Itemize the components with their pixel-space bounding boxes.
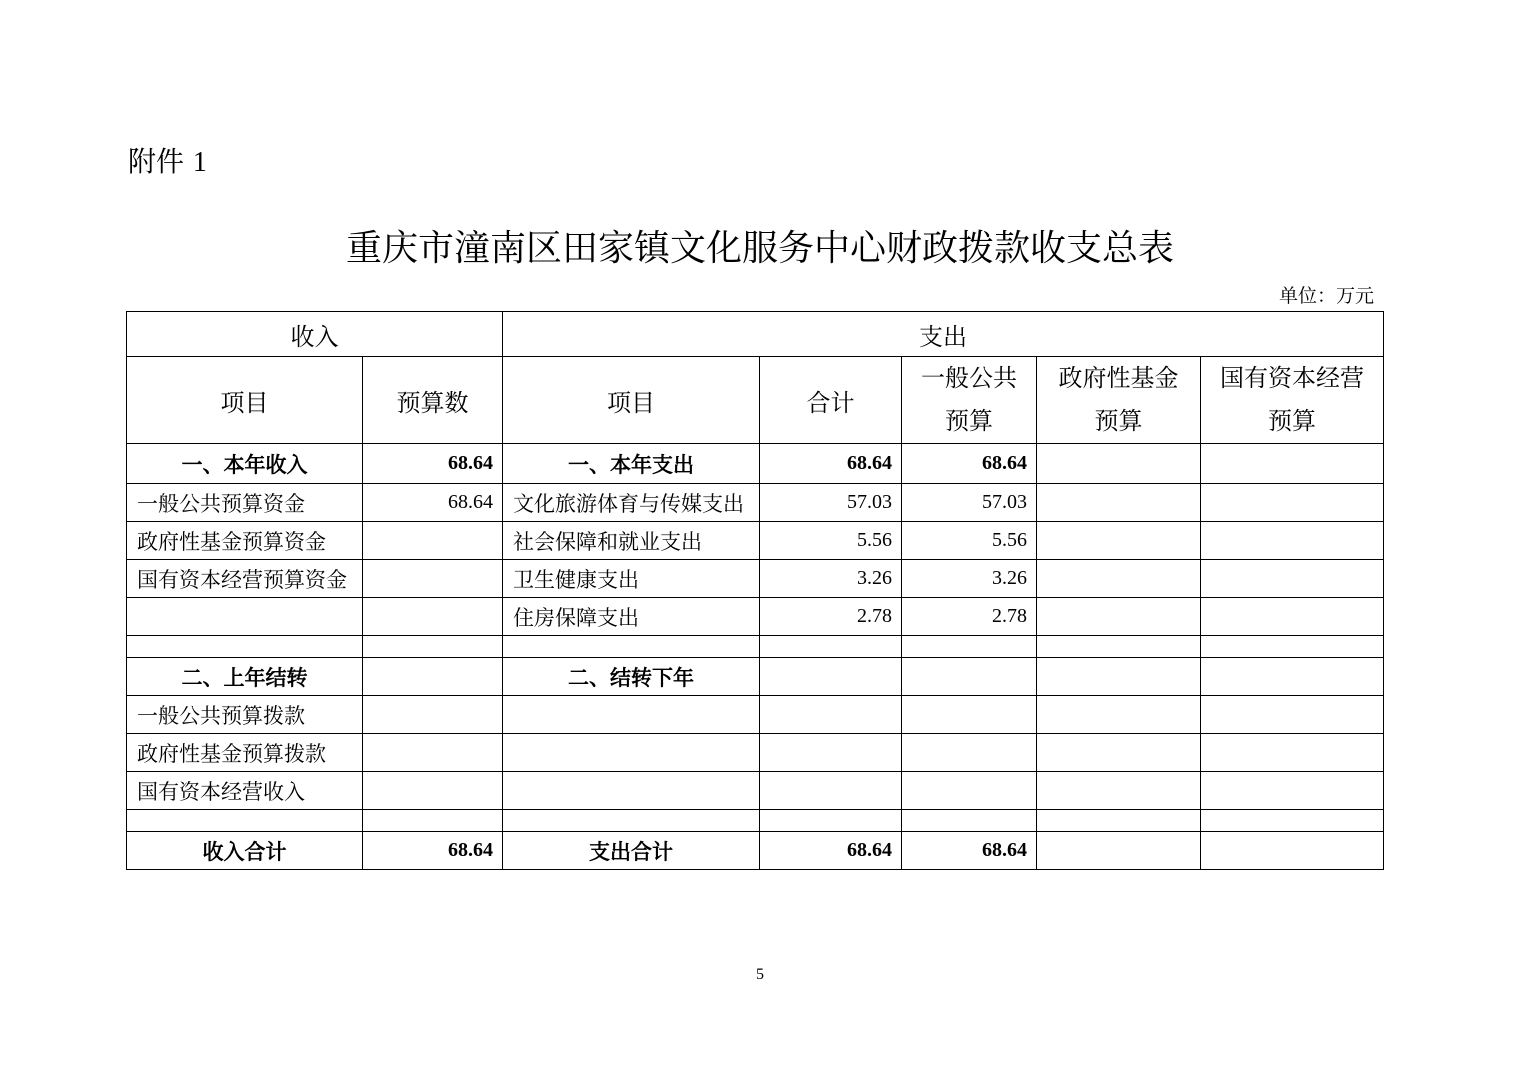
general-budget-cell (902, 696, 1037, 734)
total-cell: 3.26 (760, 560, 902, 598)
general-budget-cell: 57.03 (902, 484, 1037, 522)
income-value-cell (363, 658, 503, 696)
state-capital-cell (1201, 522, 1384, 560)
income-value-cell (363, 810, 503, 832)
general-budget-cell: 2.78 (902, 598, 1037, 636)
unit-label: 单位：万元 (1278, 285, 1374, 307)
income-value-cell: 68.64 (363, 484, 503, 522)
income-value-cell (363, 696, 503, 734)
fund-budget-cell (1037, 772, 1201, 810)
table-row (127, 658, 1384, 696)
income-item-cell: 一般公共预算拨款 (127, 696, 363, 734)
general-budget-cell: 3.26 (902, 560, 1037, 598)
income-item-cell (127, 810, 363, 832)
income-item-cell: 一般公共预算资金 (127, 484, 363, 522)
income-value-cell (363, 560, 503, 598)
table-row (127, 696, 1384, 734)
attachment-text: 附件 (128, 145, 185, 178)
total-cell (760, 658, 902, 696)
table-row (127, 772, 1384, 810)
general-budget-cell (902, 772, 1037, 810)
income-value-cell (363, 598, 503, 636)
header-row-2 (127, 357, 1384, 444)
expense-item-cell (503, 810, 760, 832)
fund-header-line1: 政府性基金 (1058, 364, 1179, 392)
state-capital-cell (1201, 560, 1384, 598)
expense-item-cell: 一、本年支出 (503, 444, 760, 484)
fund-budget-cell (1037, 484, 1201, 522)
general-budget-cell: 5.56 (902, 522, 1037, 560)
expense-item-cell: 文化旅游体育与传媒支出 (503, 484, 760, 522)
expense-item-cell: 二、结转下年 (503, 658, 760, 696)
general-budget-cell: 68.64 (902, 832, 1037, 870)
attachment-label (128, 142, 207, 183)
fund-budget-cell (1037, 810, 1201, 832)
expense-item-cell: 社会保障和就业支出 (503, 522, 760, 560)
state-capital-cell (1201, 444, 1384, 484)
expense-item-header: 项目 (503, 357, 760, 444)
total-cell: 68.64 (760, 444, 902, 484)
state-capital-cell (1201, 696, 1384, 734)
expense-item-cell (503, 734, 760, 772)
table-row (127, 522, 1384, 560)
general-budget-cell (902, 658, 1037, 696)
income-item-header: 项目 (127, 357, 363, 444)
budget-header: 预算数 (363, 357, 503, 444)
expense-item-cell: 支出合计 (503, 832, 760, 870)
fund-budget-cell (1037, 636, 1201, 658)
income-item-cell: 政府性基金预算资金 (127, 522, 363, 560)
fund-budget-header (1037, 357, 1201, 444)
fund-budget-cell (1037, 444, 1201, 484)
total-cell: 5.56 (760, 522, 902, 560)
state-header-line2: 预算 (1268, 407, 1316, 435)
fund-budget-cell (1037, 832, 1201, 870)
income-item-cell: 收入合计 (127, 832, 363, 870)
total-cell: 2.78 (760, 598, 902, 636)
table-row (127, 832, 1384, 870)
state-capital-cell (1201, 484, 1384, 522)
income-header: 收入 (127, 312, 503, 357)
total-cell (760, 696, 902, 734)
state-capital-cell (1201, 658, 1384, 696)
expense-item-cell: 卫生健康支出 (503, 560, 760, 598)
income-value-cell: 68.64 (363, 832, 503, 870)
state-capital-cell (1201, 636, 1384, 658)
general-budget-header (902, 357, 1037, 444)
general-budget-cell: 68.64 (902, 444, 1037, 484)
income-item-cell: 一、本年收入 (127, 444, 363, 484)
income-item-cell: 二、上年结转 (127, 658, 363, 696)
income-value-cell: 68.64 (363, 444, 503, 484)
income-item-cell: 国有资本经营预算资金 (127, 560, 363, 598)
fund-budget-cell (1037, 658, 1201, 696)
table-row (127, 734, 1384, 772)
income-value-cell (363, 772, 503, 810)
general-header-line2: 预算 (945, 407, 993, 435)
income-item-cell: 政府性基金预算拨款 (127, 734, 363, 772)
page-title: 重庆市潼南区田家镇文化服务中心财政拨款收支总表 (345, 228, 1174, 269)
general-budget-cell (902, 734, 1037, 772)
table-row (127, 636, 1384, 658)
total-cell (760, 636, 902, 658)
state-capital-cell (1201, 832, 1384, 870)
expense-header: 支出 (503, 312, 1384, 357)
fund-budget-cell (1037, 560, 1201, 598)
income-value-cell (363, 734, 503, 772)
total-header: 合计 (760, 357, 902, 444)
fund-budget-cell (1037, 522, 1201, 560)
total-cell: 57.03 (760, 484, 902, 522)
income-value-cell (363, 522, 503, 560)
income-value-cell (363, 636, 503, 658)
expense-item-cell (503, 696, 760, 734)
expense-item-cell: 住房保障支出 (503, 598, 760, 636)
fund-header-line2: 预算 (1094, 407, 1143, 435)
expense-item-cell (503, 636, 760, 658)
expense-item-cell (503, 772, 760, 810)
state-header-line1: 国有资本经营 (1220, 364, 1364, 392)
total-cell (760, 734, 902, 772)
state-capital-cell (1201, 772, 1384, 810)
state-capital-cell (1201, 598, 1384, 636)
budget-table (126, 311, 1384, 870)
table-row (127, 560, 1384, 598)
income-item-cell (127, 598, 363, 636)
fund-budget-cell (1037, 734, 1201, 772)
total-cell (760, 810, 902, 832)
total-cell (760, 772, 902, 810)
table-row (127, 444, 1384, 484)
fund-budget-cell (1037, 598, 1201, 636)
header-row-1 (127, 312, 1384, 357)
attachment-number: 1 (192, 147, 207, 178)
table-row (127, 484, 1384, 522)
table-row (127, 810, 1384, 832)
state-capital-cell (1201, 734, 1384, 772)
total-cell: 68.64 (760, 832, 902, 870)
income-item-cell (127, 636, 363, 658)
fund-budget-cell (1037, 696, 1201, 734)
general-header-line1: 一般公共 (921, 364, 1017, 392)
general-budget-cell (902, 810, 1037, 832)
general-budget-cell (902, 636, 1037, 658)
income-item-cell: 国有资本经营收入 (127, 772, 363, 810)
state-capital-cell (1201, 810, 1384, 832)
state-capital-header (1201, 357, 1384, 444)
table-row (127, 598, 1384, 636)
page-number: 5 (756, 966, 764, 983)
